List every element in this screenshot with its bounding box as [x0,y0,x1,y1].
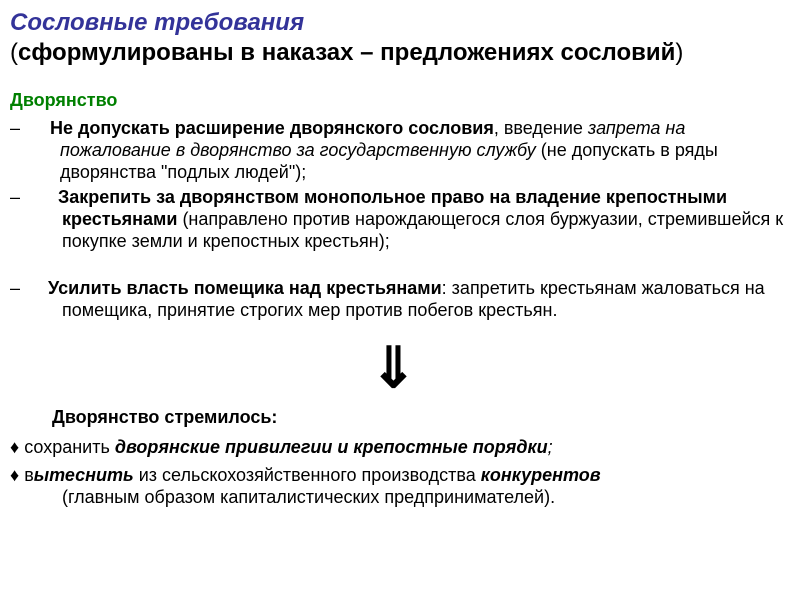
conclusion-heading: Дворянство стремилось: [52,407,278,427]
item-rest-text: (не допускать в ряды дворянства "подлых людей"); [60,140,718,182]
list-item [10,186,790,252]
diamond-bullet-icon: ♦ [10,437,20,457]
item-rest-text: (направлено против нарождающегося слоя буржуазии, стремившейся к покупке земли и крепостных крестьян); [62,209,784,251]
bullet-bold-italic-text: дворянские привилегии и крепостные порядки [114,437,548,457]
item-bold-text: Не допускать расширение дворянского сословия [50,118,494,138]
list-item [10,277,790,321]
subtitle-close-paren: ) [675,39,684,66]
section-heading: Дворянство [10,90,118,110]
bullet-plain-text: в [19,465,34,485]
subtitle-open-paren: ( [10,39,18,66]
page-title: Сословные требования [10,9,305,36]
bullet-item [10,436,790,458]
subtitle-text: сформулированы в наказах – предложениях сословий [18,39,676,66]
item-plain-text: , введение [493,118,588,138]
item-italic-text: запрета на пожалование в дворянство за государственную службу [60,118,686,160]
diamond-bullet-icon: ♦ [10,465,20,485]
bullet-item [10,464,790,508]
list-item-text [10,277,790,321]
bullet-italic-end: ; [547,437,553,457]
down-arrow-icon: ⇓ [370,336,417,399]
title-block [10,8,790,68]
dash-marker: – [10,118,21,138]
bullet-plain-text: сохранить [19,437,115,457]
list-item [10,117,790,183]
item-bold-text: Усилить власть помещика над крестьянами [48,278,442,298]
bullet-plain-text: из сельскохозяйственного производства [133,465,481,485]
dash-marker: – [10,278,21,298]
item-bold-text: Закрепить за дворянством монопольное право на владение крепостными крестьянами [58,187,728,229]
list-item-text [10,186,790,252]
bullet-bold-italic-text: конкурентов [480,465,601,485]
dash-marker: – [10,187,21,207]
page-subtitle [10,38,790,68]
item-rest-text: : запретить крестьянам жаловаться на помещика, принятие строгих мер против побегов крестьян. [62,278,765,320]
list-item-text [10,117,790,183]
bullet-continuation-text: (главным образом капиталистических предпринимателей). [62,487,556,507]
bullet-bold-italic-text: ытеснить [33,465,134,485]
